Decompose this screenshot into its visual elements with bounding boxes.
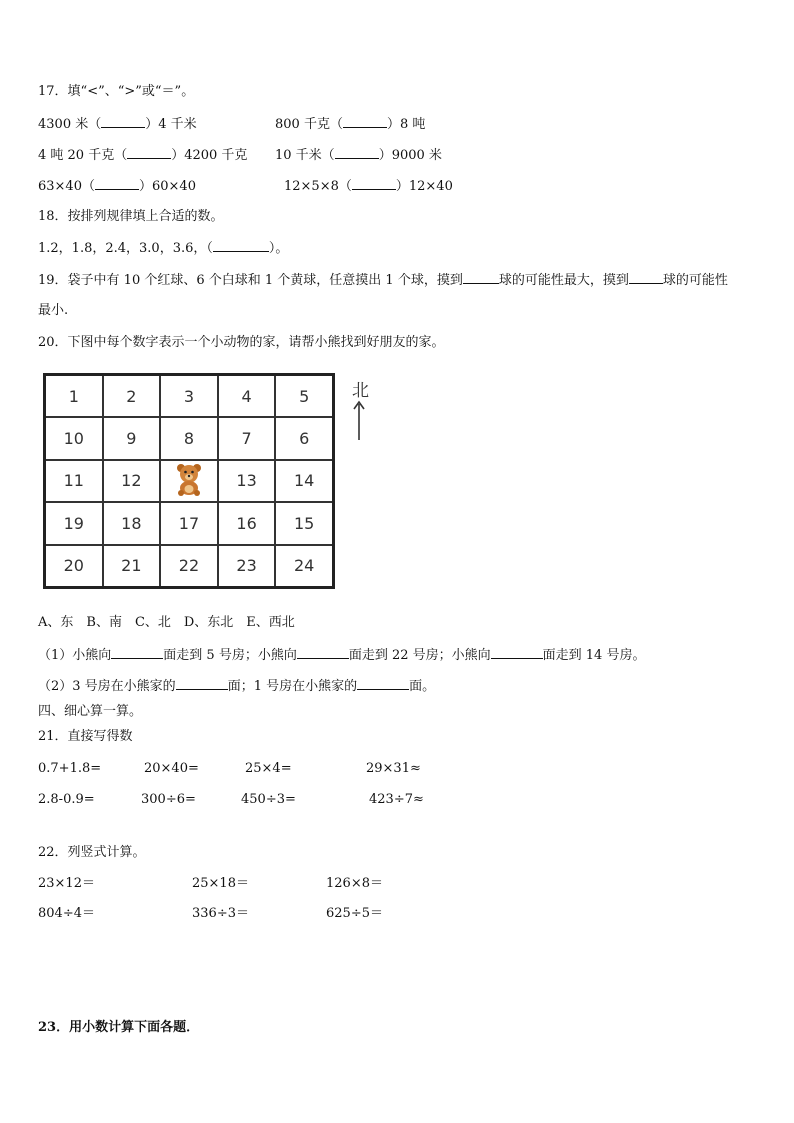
grid-cell-bear bbox=[160, 460, 218, 502]
grid-cell: 6 bbox=[275, 417, 333, 459]
q21-r1c1: 0.7+1.8= bbox=[38, 761, 102, 776]
grid-cell: 16 bbox=[218, 502, 276, 544]
house-grid-table bbox=[43, 373, 335, 589]
q17-item-2a bbox=[38, 146, 247, 165]
q19-part3: 球的可能性 bbox=[662, 273, 728, 288]
bear-icon bbox=[174, 462, 204, 496]
q18-title: 18．按排列规律填上合适的数。 bbox=[38, 209, 224, 224]
grid-cell: 24 bbox=[275, 545, 333, 588]
grid-cell: 7 bbox=[218, 417, 276, 459]
q18-sequence bbox=[38, 239, 288, 258]
q17-3a-left: 63×40（ bbox=[38, 179, 95, 194]
grid-cell: 5 bbox=[275, 375, 333, 418]
grid-cell: 14 bbox=[275, 460, 333, 502]
house-grid bbox=[43, 373, 335, 589]
q17-2b-left: 10 千米（ bbox=[275, 148, 335, 163]
q20-sub2 bbox=[38, 677, 435, 696]
answer-blank[interactable] bbox=[176, 677, 228, 690]
q20-sub1-d: 面走到 14 号房。 bbox=[542, 648, 646, 663]
q20-sub1 bbox=[38, 646, 645, 665]
q21-r2c4: 423÷7≈ bbox=[369, 792, 424, 807]
q17-1b-right: ）8 吨 bbox=[386, 117, 426, 132]
q17-item-1b bbox=[275, 115, 425, 134]
q21-r1c2: 20×40= bbox=[144, 761, 199, 776]
q17-item-3b bbox=[284, 177, 453, 196]
q17-3b-right: ）12×40 bbox=[395, 179, 453, 194]
q17-3b-left: 12×5×8（ bbox=[284, 179, 352, 194]
grid-cell: 13 bbox=[218, 460, 276, 502]
q20-options: A、东 B、南 C、北 D、东北 E、西北 bbox=[38, 615, 295, 630]
q22-r2c3: 625÷5＝ bbox=[326, 906, 383, 921]
q19-line-2: 最小. bbox=[38, 303, 69, 318]
q17-item-2b bbox=[275, 146, 442, 165]
q20-sub2-a: （2）3 号房在小熊家的 bbox=[38, 679, 176, 694]
q22-r1c1: 23×12＝ bbox=[38, 876, 95, 891]
q21-r1c4: 29×31≈ bbox=[366, 761, 421, 776]
grid-cell: 2 bbox=[103, 375, 161, 418]
grid-cell: 1 bbox=[45, 375, 103, 418]
grid-cell: 18 bbox=[103, 502, 161, 544]
grid-cell: 20 bbox=[45, 545, 103, 588]
grid-cell: 9 bbox=[103, 417, 161, 459]
north-indicator bbox=[346, 376, 382, 440]
q17-title: 17．填“<”、“>”或“＝”。 bbox=[38, 84, 195, 99]
q21-title: 21．直接写得数 bbox=[38, 729, 133, 744]
grid-cell: 8 bbox=[160, 417, 218, 459]
q17-1a-right: ）4 千米 bbox=[145, 117, 197, 132]
q17-2a-right: ）4200 千克 bbox=[171, 148, 248, 163]
q21-r1c3: 25×4= bbox=[245, 761, 292, 776]
q22-r2c2: 336÷3＝ bbox=[192, 906, 249, 921]
grid-cell: 21 bbox=[103, 545, 161, 588]
grid-cell: 22 bbox=[160, 545, 218, 588]
grid-cell: 12 bbox=[103, 460, 161, 502]
q22-r1c3: 126×8＝ bbox=[326, 876, 383, 891]
grid-cell: 23 bbox=[218, 545, 276, 588]
answer-blank[interactable] bbox=[491, 646, 543, 659]
grid-cell: 17 bbox=[160, 502, 218, 544]
grid-cell: 11 bbox=[45, 460, 103, 502]
q17-3a-right: ）60×40 bbox=[138, 179, 196, 194]
q18-seq-right: ）。 bbox=[268, 241, 289, 256]
answer-blank[interactable] bbox=[101, 115, 145, 128]
q19-part1: 19．袋子中有 10 个红球、6 个白球和 1 个黄球，任意摸出 1 个球，摸到 bbox=[38, 273, 463, 288]
q20-sub1-a: （1）小熊向 bbox=[38, 648, 112, 663]
grid-cell: 19 bbox=[45, 502, 103, 544]
answer-blank[interactable] bbox=[213, 239, 269, 252]
section-4-heading: 四、细心算一算。 bbox=[38, 704, 143, 719]
q20-sub2-b: 面；1 号房在小熊家的 bbox=[227, 679, 358, 694]
grid-cell: 15 bbox=[275, 502, 333, 544]
q17-item-1a bbox=[38, 115, 197, 134]
answer-blank[interactable] bbox=[352, 177, 396, 190]
answer-blank[interactable] bbox=[95, 177, 139, 190]
q22-r1c2: 25×18＝ bbox=[192, 876, 249, 891]
q21-r2c2: 300÷6= bbox=[141, 792, 196, 807]
q20-title: 20．下图中每个数字表示一个小动物的家，请帮小熊找到好朋友的家。 bbox=[38, 335, 445, 350]
q23-title: 23．用小数计算下面各题． bbox=[38, 1020, 200, 1035]
answer-blank[interactable] bbox=[111, 646, 163, 659]
q19-line-1 bbox=[38, 271, 728, 290]
q20-sub1-c: 面走到 22 号房；小熊向 bbox=[348, 648, 491, 663]
answer-blank[interactable] bbox=[357, 677, 409, 690]
q20-sub2-c: 面。 bbox=[409, 679, 436, 694]
grid-cell: 4 bbox=[218, 375, 276, 418]
answer-blank[interactable] bbox=[127, 146, 171, 159]
q17-1a-left: 4300 米（ bbox=[38, 117, 102, 132]
answer-blank[interactable] bbox=[629, 271, 663, 284]
answer-blank[interactable] bbox=[343, 115, 387, 128]
north-label: 北 bbox=[352, 381, 369, 401]
grid-cell: 10 bbox=[45, 417, 103, 459]
q21-r2c3: 450÷3= bbox=[241, 792, 296, 807]
q17-2b-right: ）9000 米 bbox=[378, 148, 442, 163]
q19-part2: 球的可能性最大，摸到 bbox=[498, 273, 629, 288]
answer-blank[interactable] bbox=[463, 271, 499, 284]
q17-item-3a bbox=[38, 177, 196, 196]
q22-r2c1: 804÷4＝ bbox=[38, 906, 95, 921]
grid-cell: 3 bbox=[160, 375, 218, 418]
q21-r2c1: 2.8-0.9= bbox=[38, 792, 95, 807]
q17-2a-left: 4 吨 20 千克（ bbox=[38, 148, 128, 163]
answer-blank[interactable] bbox=[297, 646, 349, 659]
q20-sub1-b: 面走到 5 号房；小熊向 bbox=[163, 648, 297, 663]
answer-blank[interactable] bbox=[335, 146, 379, 159]
q17-1b-left: 800 千克（ bbox=[275, 117, 343, 132]
q18-seq-left: 1.2，1.8，2.4，3.0，3.6，（ bbox=[38, 241, 213, 256]
north-arrow-icon bbox=[353, 400, 365, 440]
q22-title: 22．列竖式计算。 bbox=[38, 845, 146, 860]
